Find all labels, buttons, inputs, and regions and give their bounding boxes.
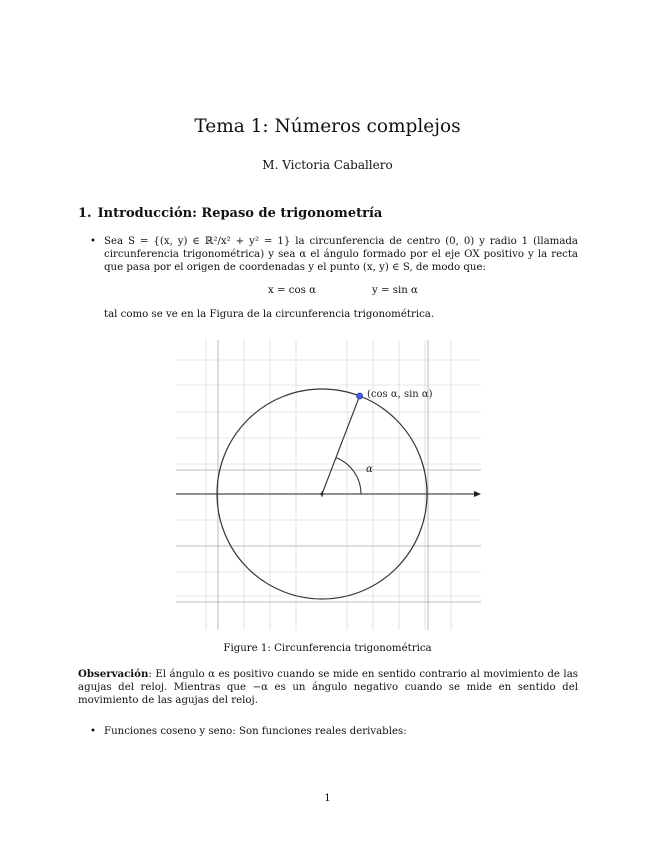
document-title: Tema 1: Números complejos <box>194 116 461 137</box>
page-number: 1 <box>324 793 331 804</box>
section-title: Introducción: Repaso de trigonometría <box>97 206 383 221</box>
radius-line <box>322 396 360 494</box>
figure-reference-text: tal como se ve en la Figura de la circunferencia trigonométrica. <box>104 309 435 320</box>
section-number: 1. <box>78 206 92 221</box>
angle-arc <box>336 458 361 494</box>
angle-label: α <box>366 464 373 475</box>
observation-label: Observación <box>78 668 149 680</box>
x-axis-arrow <box>474 491 481 497</box>
bullet-text: Sea S = {(x, y) ∈ ℝ²/x² + y² = 1} la circunferencia de centro (0, 0) y radio 1 (llamada circunferencia trigonométrica) y sea α el ángulo formado por el eje OX positivo y la recta que pasa por el origen de coordenadas y el punto (x, y) ∈ S, de modo que: <box>104 236 578 274</box>
unit-circle-figure <box>176 340 486 639</box>
bullet-marker: • <box>90 726 97 737</box>
observation-text: : El ángulo α es positivo cuando se mide en sentido contrario al movimiento de las agujas del reloj. Mientras que −α es un ángulo negativo cuando se mide en sentido del movimiento de las agujas del reloj. <box>78 669 578 707</box>
unit-circle-svg <box>176 340 486 635</box>
author: M. Victoria Caballero <box>262 158 393 172</box>
bullet-text: Funciones coseno y seno: Son funciones reales derivables: <box>104 726 407 737</box>
equation-y: y = sin α <box>372 285 418 296</box>
figure-caption: Figure 1: Circunferencia trigonométrica <box>223 643 432 654</box>
bullet-paragraph-1 <box>90 235 578 275</box>
observation-paragraph <box>78 668 578 708</box>
equation-x: x = cos α <box>268 285 316 296</box>
bullet-marker: • <box>90 236 97 247</box>
point-label: (cos α, sin α) <box>367 389 433 400</box>
section-heading <box>78 206 382 221</box>
circle-point <box>357 393 363 399</box>
bullet-paragraph-2 <box>90 725 578 738</box>
origin-dot <box>320 492 323 495</box>
grid <box>176 340 481 630</box>
